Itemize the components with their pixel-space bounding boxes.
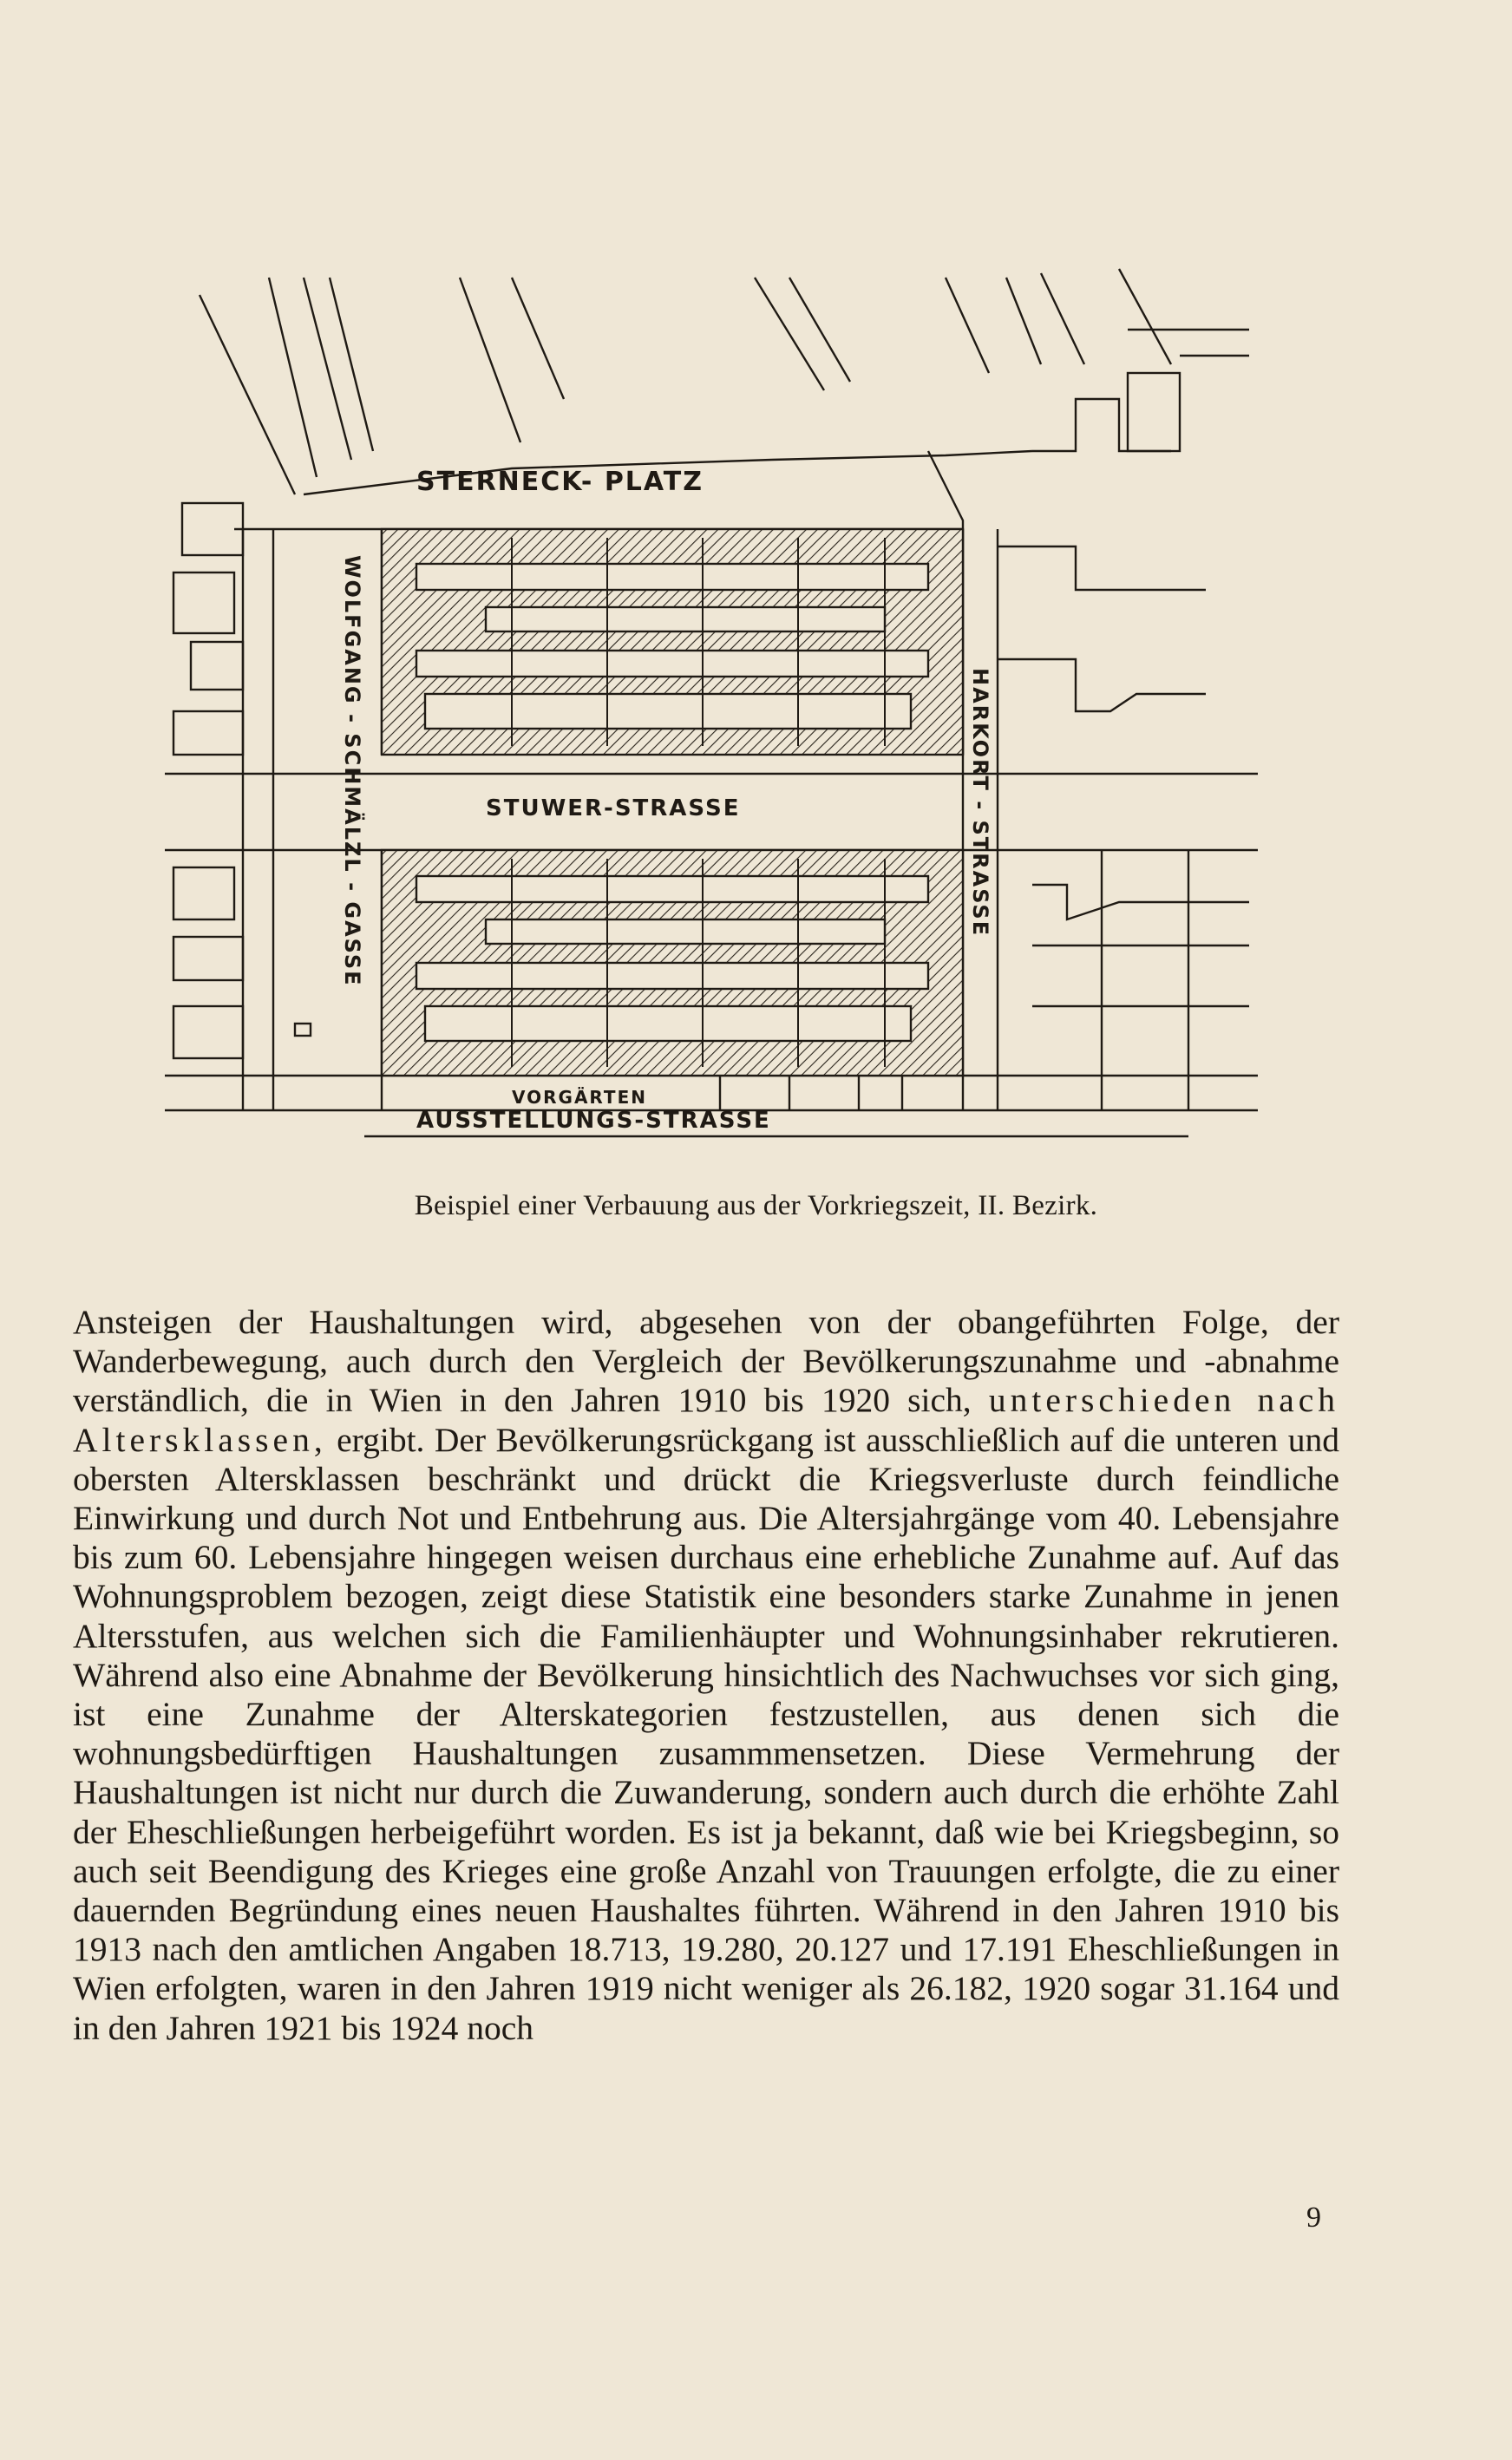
street-label-stuwer: STUWER-STRASSE [486,795,741,821]
label-vorgaerten: VORGÄRTEN [512,1087,647,1108]
site-plan-drawing [165,243,1258,1145]
street-label-harkort: HARKORT - STRASSE [968,668,992,938]
site-plan-figure [165,243,1258,1145]
page-number: 9 [1306,2202,1321,2234]
paragraph-part-1: Ansteigen der Haushaltungen wird, abgesehen von der obangeführten Folge, der Wanderbewegung, auch durch den Vergleich der Bevölkerungszunahme und -abnahme verständlich, die in Wien in den Jahren 1910 bis 1920 sich, [73,1303,1339,1420]
figure-caption: Beispiel einer Verbauung aus der Vorkriegszeit, II. Bezirk. [414,1190,1098,1221]
paragraph-part-2: ergibt. Der Bevölkerungsrückgang ist ausschließlich auf die unteren und obersten Altersklassen beschränkt und drückt die Kriegsverluste durch feindliche Einwirkung und durch Not und Entbehrung aus. Die Altersjahrgänge vom 40. Lebensjahre bis zum 60. Lebensjahre hingegen weisen durchaus eine erhebliche Zunahme auf. Auf das Wohnungsproblem bezogen, zeigt diese Statistik eine besonders starke Zunahme in jenen Altersstufen, aus welchen sich die Familienhäupter und Wohnungsinhaber rekrutieren. Während also eine Abnahme der Bevölkerung hinsichtlich des Nachwuchses vor sich ging, ist eine Zunahme der Alterskategorien festzustellen, aus denen sich die wohnungsbedürftigen Haushaltungen zusammmensetzen. Diese Vermehrung der Haushaltungen ist nicht nur durch die Zuwanderung, sondern auch durch die erhöhte Zahl der Eheschließungen herbeigeführt worden. Es ist ja bekannt, daß wie bei Kriegsbeginn, so auch seit Beendigung des Krieges eine große Anzahl von Trauungen erfolgte, die zu einer dauernden Begründung eines neuen Haushaltes führten. Während in den Jahren 1910 bis 1913 nach den amtlichen Angaben 18.713, 19.280, 20.127 und 17.191 Eheschließungen in Wien erfolgten, waren in den Jahren 1919 nicht weniger als 26.182, 1920 sogar 31.164 und in den Jahren 1921 bis 1924 noch [73,1420,1339,2047]
street-label-wolfgang: WOLFGANG - SCHMÄLZL - GASSE [340,555,364,987]
paragraph-spaced-emphasis: unterschieden nach Altersklassen, [73,1381,1340,1459]
upper-building-block [382,529,963,755]
body-paragraph [73,1303,1339,2048]
street-label-ausstellungs: AUSSTELLUNGS-STRASSE [416,1108,771,1134]
street-label-sterneck: STERNECK- PLATZ [416,467,704,497]
lower-building-block [382,850,963,1076]
